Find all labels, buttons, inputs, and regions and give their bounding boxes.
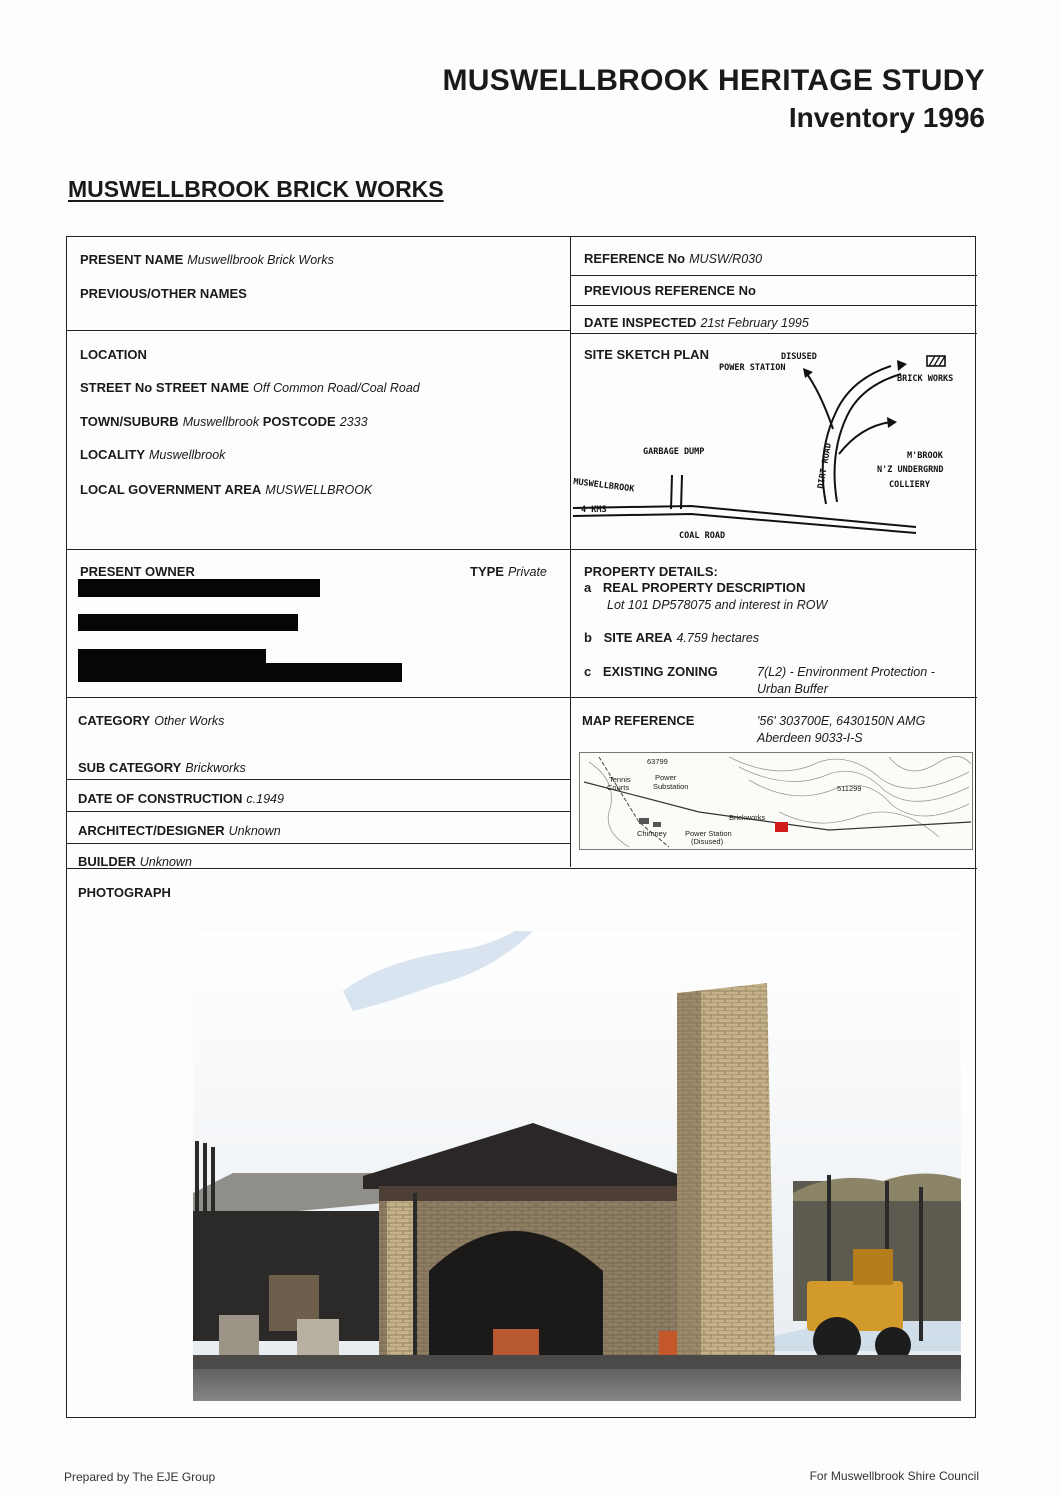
map-power-label: Power — [655, 773, 677, 782]
brickworks-hatch — [929, 356, 945, 366]
map-building — [639, 818, 649, 824]
divider-vertical — [570, 237, 571, 867]
town-row — [80, 414, 368, 429]
property-c-letter: c — [584, 664, 592, 679]
sketch-kms: 4 KMS — [581, 505, 607, 515]
coal-road-line — [573, 506, 916, 527]
map-tennis-label: Tennis — [609, 775, 631, 784]
date-inspected-label: DATE INSPECTED — [584, 315, 697, 330]
brickworks-arrow — [897, 360, 907, 371]
map-disused-label: (Disused) — [691, 837, 724, 846]
redaction-bar — [78, 663, 402, 682]
category-value: Other Works — [154, 714, 225, 728]
street-label: STREET No STREET NAME — [80, 380, 250, 395]
garbage-dump-track — [671, 475, 682, 509]
architect-label: ARCHITECT/DESIGNER — [78, 823, 225, 838]
builder-label: BUILDER — [78, 854, 136, 869]
map-courts-label: Courts — [607, 783, 630, 792]
construction-value: c.1949 — [246, 792, 284, 806]
property-a-letter: a — [584, 580, 592, 595]
sketch-nz-underground: N'Z UNDERGRND — [877, 465, 944, 475]
photo-tractor-cab — [853, 1249, 893, 1285]
locality-value: Muswellbrook — [149, 448, 226, 462]
real-property-label: REAL PROPERTY DESCRIPTION — [602, 580, 806, 595]
map-reference-line2: Aberdeen 9033-I-S — [757, 731, 863, 745]
sketch-colliery: COLLIERY — [889, 480, 930, 490]
site-sketch-plan — [571, 334, 976, 548]
owner-type-label: TYPE — [470, 564, 504, 579]
photo-board — [297, 1319, 339, 1359]
date-inspected-row — [584, 315, 809, 330]
lga-label: LOCAL GOVERNMENT AREA — [80, 482, 262, 497]
street-row — [80, 380, 420, 395]
previous-names-label: PREVIOUS/OTHER NAMES — [80, 286, 247, 301]
sketch-mbrook: M'BROOK — [907, 451, 943, 461]
location-heading — [80, 347, 147, 362]
zoning-value-line1: 7(L2) - Environment Protection - — [757, 665, 935, 679]
brickworks-photograph — [193, 931, 961, 1401]
location-label: LOCATION — [80, 347, 147, 362]
locality-label: LOCALITY — [80, 447, 145, 462]
previous-reference-row — [584, 283, 756, 298]
colliery-arrow — [887, 417, 897, 428]
reference-value: MUSW/R030 — [689, 252, 763, 266]
lga-value: MUSWELLBROOK — [265, 483, 373, 497]
divider — [67, 779, 570, 780]
photo-board — [219, 1315, 259, 1359]
builder-row — [78, 854, 192, 869]
photo-yard — [193, 1355, 961, 1369]
zoning-label: EXISTING ZONING — [602, 664, 718, 679]
sub-category-label: SUB CATEGORY — [78, 760, 182, 775]
reference-label: REFERENCE No — [584, 251, 686, 266]
map-spot-height-2: 511299 — [837, 784, 862, 793]
architect-value: Unknown — [228, 824, 281, 838]
property-b-letter: b — [584, 630, 592, 645]
street-value: Off Common Road/Coal Road — [253, 381, 420, 395]
divider — [67, 811, 570, 812]
colliery-branch — [839, 422, 891, 454]
photo-ground — [193, 1367, 961, 1401]
real-property-value-row — [603, 597, 827, 612]
study-title: MUSWELLBROOK HERITAGE STUDY — [442, 64, 985, 97]
map-spot-height-1: 63799 — [647, 757, 668, 766]
property-b-row — [584, 630, 759, 645]
sketch-dirt-road: DIRT ROAD — [816, 442, 834, 490]
sketch-power-station: POWER STATION — [719, 363, 786, 373]
photo-pier — [387, 1201, 415, 1369]
present-name-value: Muswellbrook Brick Works — [187, 253, 334, 267]
real-property-value: Lot 101 DP578075 and interest in ROW — [607, 598, 828, 612]
photo-chimney-shade — [677, 991, 701, 1371]
redaction-bar — [78, 579, 320, 597]
property-heading — [584, 564, 718, 579]
owner-type-value: Private — [507, 565, 547, 579]
site-area-value: 4.759 hectares — [676, 631, 760, 645]
property-details-label: PROPERTY DETAILS: — [584, 564, 718, 579]
sketch-brick-works: BRICK WORKS — [897, 374, 954, 384]
document-header — [442, 64, 985, 134]
footer-council: For Muswellbrook Shire Council — [809, 1469, 979, 1483]
divider — [67, 868, 977, 869]
previous-names-row — [80, 286, 247, 301]
town-label: TOWN/SUBURB — [80, 414, 179, 429]
redaction-bar — [78, 614, 298, 631]
item-title: MUSWELLBROOK BRICK WORKS — [68, 176, 444, 202]
present-name-label: PRESENT NAME — [80, 252, 184, 267]
category-row — [78, 713, 224, 728]
map-reference-value — [753, 713, 925, 747]
postcode-value: 2333 — [339, 415, 368, 429]
owner-type-row — [470, 564, 547, 579]
locality-row — [80, 447, 225, 462]
sketch-coal-road: COAL ROAD — [679, 531, 726, 541]
present-owner-row — [80, 564, 195, 579]
sketch-muswellbrook: MUSWELLBROOK — [572, 477, 635, 495]
footer-prepared-by: Prepared by The EJE Group — [64, 1470, 216, 1484]
category-label: CATEGORY — [78, 713, 151, 728]
coal-road-line-lower — [573, 514, 916, 533]
divider — [570, 305, 977, 306]
zoning-value-line2: Urban Buffer — [757, 682, 828, 696]
lga-row — [80, 482, 372, 497]
date-inspected-value: 21st February 1995 — [700, 316, 809, 330]
divider — [570, 275, 977, 276]
property-a-row — [584, 580, 805, 595]
divider — [67, 843, 570, 844]
postcode-label: POSTCODE — [262, 414, 336, 429]
map-reference-label: MAP REFERENCE — [582, 713, 695, 728]
inventory-form — [66, 236, 976, 1418]
property-c-row — [584, 664, 718, 679]
architect-row — [78, 823, 281, 838]
map-building — [653, 822, 661, 827]
previous-reference-label: PREVIOUS REFERENCE No — [584, 283, 756, 298]
construction-label: DATE OF CONSTRUCTION — [78, 791, 243, 806]
sketch-disused: DISUSED — [781, 352, 817, 362]
inventory-subtitle: Inventory 1996 — [788, 102, 985, 133]
map-brickworks-label: Brickworks — [729, 813, 766, 822]
photograph-label: PHOTOGRAPH — [78, 885, 171, 900]
present-owner-label: PRESENT OWNER — [80, 564, 195, 579]
divider — [67, 549, 977, 550]
zoning-value — [753, 664, 935, 698]
site-area-label: SITE AREA — [603, 630, 673, 645]
power-station-branch — [807, 374, 833, 429]
town-value: Muswellbrook — [182, 415, 260, 429]
construction-row — [78, 791, 284, 806]
map-substation-label: Substation — [653, 782, 689, 791]
photograph-row — [78, 885, 171, 900]
map-reference-row — [582, 713, 694, 728]
redaction-bar — [78, 649, 266, 663]
present-name-row — [80, 252, 334, 267]
map-chimney-label: Chimney — [637, 829, 667, 838]
map-power-station-label: Power Station — [685, 829, 732, 838]
divider — [67, 330, 570, 331]
sketch-garbage-dump: GARBAGE DUMP — [643, 447, 705, 457]
sub-category-row — [78, 760, 246, 775]
sub-category-value: Brickworks — [185, 761, 246, 775]
topographic-map — [579, 752, 973, 850]
site-sketch-label: SITE SKETCH PLAN — [584, 347, 709, 362]
reference-row — [584, 251, 762, 266]
map-reference-line1: '56' 303700E, 6430150N AMG — [757, 714, 926, 728]
map-brickworks-marker — [775, 822, 788, 832]
builder-value: Unknown — [139, 855, 192, 869]
